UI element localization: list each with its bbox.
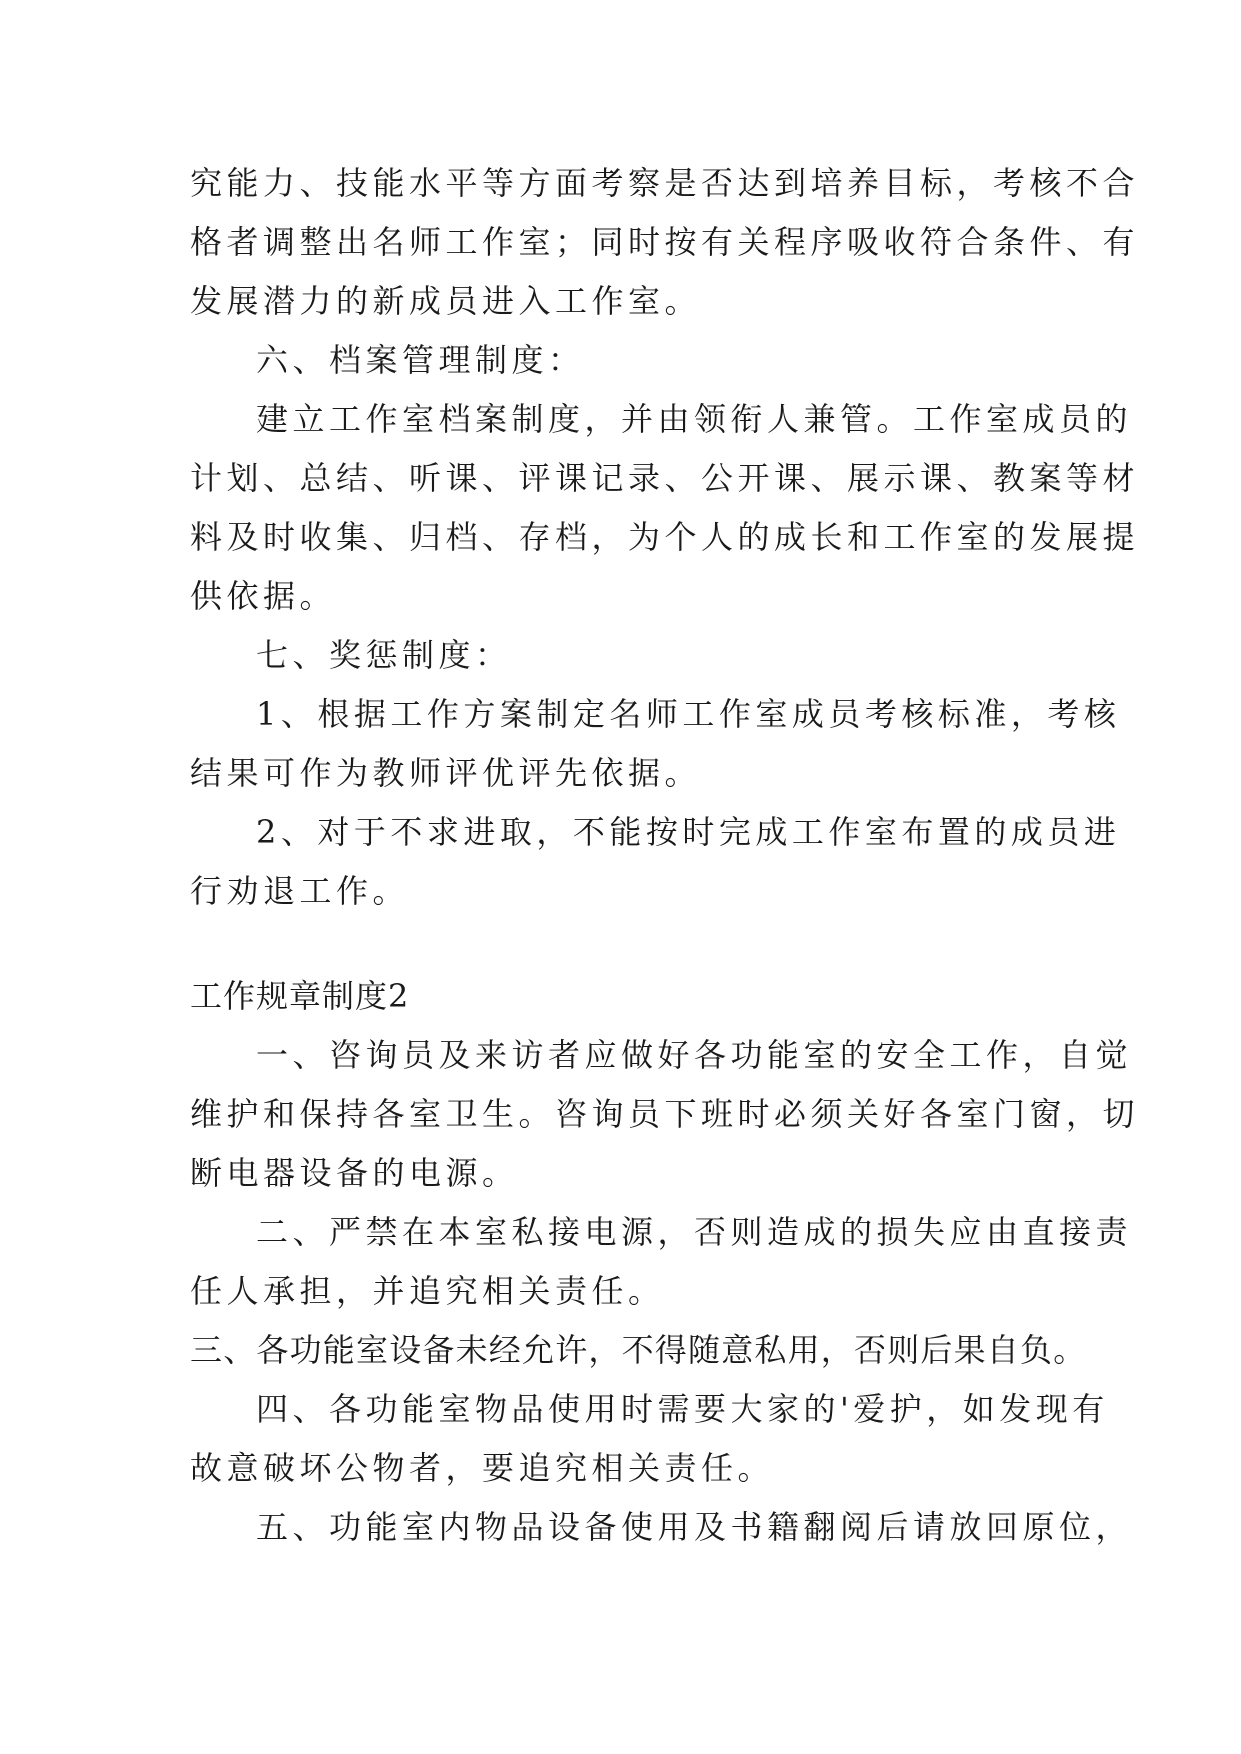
paragraph-line: 行劝退工作。 [190,872,410,910]
section-heading: 六、档案管理制度： [256,341,585,379]
paragraph-line: 一、咨询员及来访者应做好各功能室的安全工作，自觉 [256,1036,1133,1074]
paragraph-line: 2、对于不求进取，不能按时完成工作室布置的成员进 [256,813,1121,851]
paragraph-line: 维护和保持各室卫生。咨询员下班时必须关好各室门窗，切 [190,1095,1140,1133]
paragraph-line: 二、严禁在本室私接电源，否则造成的损失应由直接责 [256,1213,1133,1251]
paragraph-line: 五、功能室内物品设备使用及书籍翻阅后请放回原位， [256,1508,1133,1546]
paragraph-line: 四、各功能室物品使用时需要大家的'爱护，如发现有 [256,1390,1109,1428]
paragraph-line: 格者调整出名师工作室；同时按有关程序吸收符合条件、有 [190,223,1140,261]
paragraph-line: 任人承担，并追究相关责任。 [190,1272,665,1310]
paragraph-line: 结果可作为教师评优评先依据。 [190,754,702,792]
paragraph-line: 发展潜力的新成员进入工作室。 [190,282,702,320]
paragraph-line: 1、根据工作方案制定名师工作室成员考核标准，考核 [256,695,1121,733]
paragraph-line: 究能力、技能水平等方面考察是否达到培养目标，考核不合 [190,164,1140,202]
paragraph-line: 建立工作室档案制度，并由领衔人兼管。工作室成员的 [256,400,1133,438]
paragraph-line: 计划、总结、听课、评课记录、公开课、展示课、教案等材 [190,459,1140,497]
document-title: 工作规章制度2 [190,977,410,1015]
section-heading: 七、奖惩制度： [256,636,512,674]
paragraph-line: 三、各功能室设备未经允许，不得随意私用，否则后果自负。 [190,1331,1087,1369]
paragraph-line: 断电器设备的电源。 [190,1154,519,1192]
paragraph-line: 料及时收集、归档、存档，为个人的成长和工作室的发展提 [190,518,1140,556]
paragraph-line: 供依据。 [190,577,337,615]
paragraph-line: 故意破坏公物者，要追究相关责任。 [190,1449,775,1487]
